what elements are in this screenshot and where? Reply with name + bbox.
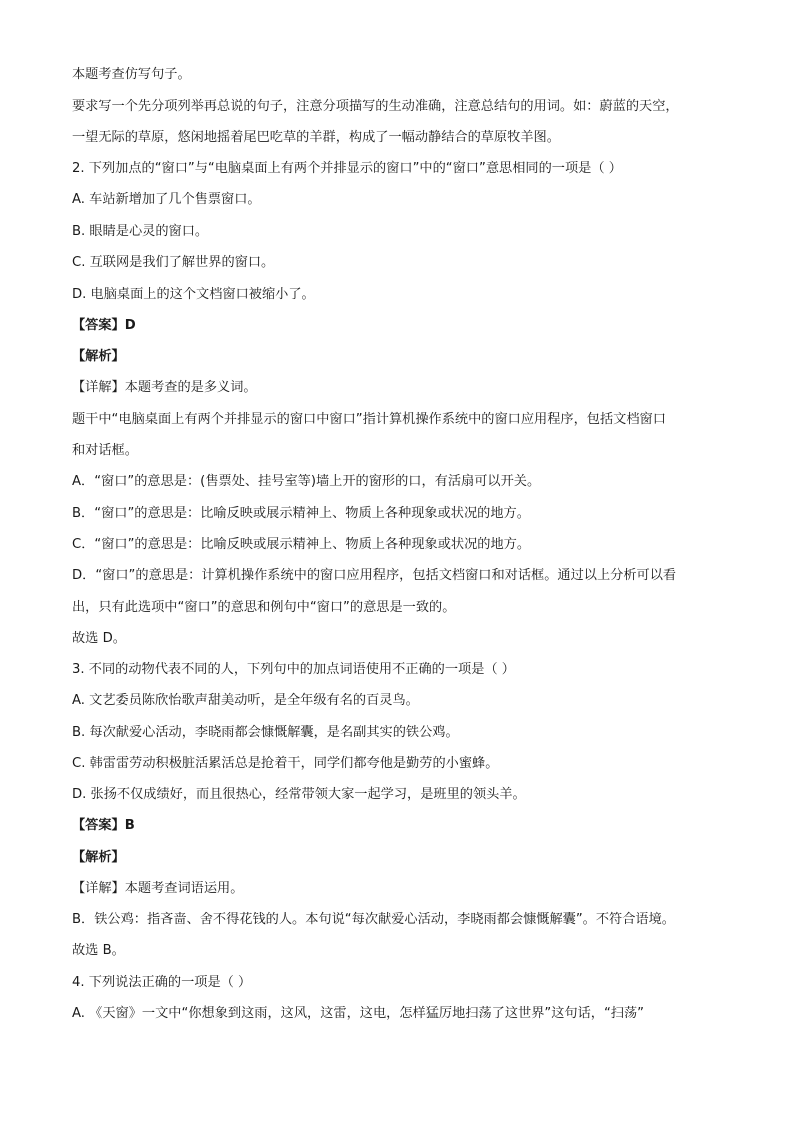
explanation-2-option-a: A．“窗口”的意思是：(售票处、挂号室等)墙上开的窗形的口，有活扇可以开关。 — [72, 474, 541, 489]
question-3-option-c: C. 韩雷雷劳动积极脏活累活总是抢着干，同学们都夸他是勤劳的小蜜蜂。 — [72, 756, 499, 771]
text-line-1: 本题考查仿写句子。 — [72, 67, 191, 82]
answer-label-2: 【答案】D — [72, 318, 136, 333]
question-2-option-c: C. 互联网是我们了解世界的窗口。 — [72, 255, 275, 270]
answer-label-3: 【答案】B — [72, 818, 135, 833]
explanation-3-intro: 【详解】本题考查词语运用。 — [72, 881, 244, 896]
question-2-option-d: D. 电脑桌面上的这个文档窗口被缩小了。 — [72, 287, 315, 302]
text-line-2: 要求写一个先分项列举再总说的句子，注意分项描写的生动准确，注意总结句的用词。如：蔚蓝的天空， — [72, 99, 679, 114]
explanation-2-option-b: B．“窗口”的意思是：比喻反映或展示精神上、物质上各种现象或状况的地方。 — [72, 506, 530, 521]
question-2-stem: 2. 下列加点的“窗口”与“电脑桌面上有两个并排显示的窗口”中的“窗口”意思相同的一项是（ ） — [72, 161, 622, 176]
explanation-2-intro: 【详解】本题考查的是多义词。 — [72, 380, 257, 395]
question-3-option-d: D. 张扬不仅成绩好，而且很热心，经常带领大家一起学习，是班里的领头羊。 — [72, 787, 526, 802]
question-2-option-a: A. 车站新增加了几个售票窗口。 — [72, 192, 261, 207]
conclusion-3: 故选 B。 — [72, 943, 125, 958]
explanation-2-option-c: C．“窗口”的意思是：比喻反映或展示精神上、物质上各种现象或状况的地方。 — [72, 537, 531, 552]
question-4-option-a: A. 《天窗》一文中“你想象到这雨，这风，这雷，这电，怎样猛厉地扫荡了这世界”这句话，“扫荡” — [72, 1006, 644, 1021]
question-2-option-b: B. 眼睛是心灵的窗口。 — [72, 224, 209, 239]
analysis-label-2: 【解析】 — [72, 349, 125, 364]
question-4-stem: 4. 下列说法正确的一项是（ ） — [72, 975, 252, 990]
question-3-option-b: B. 每次献爱心活动，李晓雨都会慷慨解囊，是名副其实的铁公鸡。 — [72, 725, 459, 740]
explanation-2-option-d: D．“窗口”的意思是：计算机操作系统中的窗口应用程序，包括文档窗口和对话框。通过以上分析可以看 — [72, 568, 677, 583]
analysis-label-3: 【解析】 — [72, 850, 125, 865]
explanation-2-line-2: 和对话框。 — [72, 443, 138, 458]
explanation-2-option-d-cont: 出，只有此选项中“窗口”的意思和例句中“窗口”的意思是一致的。 — [72, 600, 456, 615]
explanation-3-line-1: B．铁公鸡：指吝啬、舍不得花钱的人。本句说“每次献爱心活动，李晓雨都会慷慨解囊”。不符合语境。 — [72, 912, 675, 927]
explanation-2-line-1: 题干中“电脑桌面上有两个并排显示的窗口中窗口”指计算机操作系统中的窗口应用程序，包括文档窗口 — [72, 412, 666, 427]
question-3-stem: 3. 不同的动物代表不同的人，下列句中的加点词语使用不正确的一项是（ ） — [72, 662, 515, 677]
question-3-option-a: A. 文艺委员陈欣怡歌声甜美动听，是全年级有名的百灵鸟。 — [72, 693, 419, 708]
text-line-3: 一望无际的草原，悠闲地摇着尾巴吃草的羊群，构成了一幅动静结合的草原牧羊图。 — [72, 130, 560, 145]
conclusion-2: 故选 D。 — [72, 631, 126, 646]
